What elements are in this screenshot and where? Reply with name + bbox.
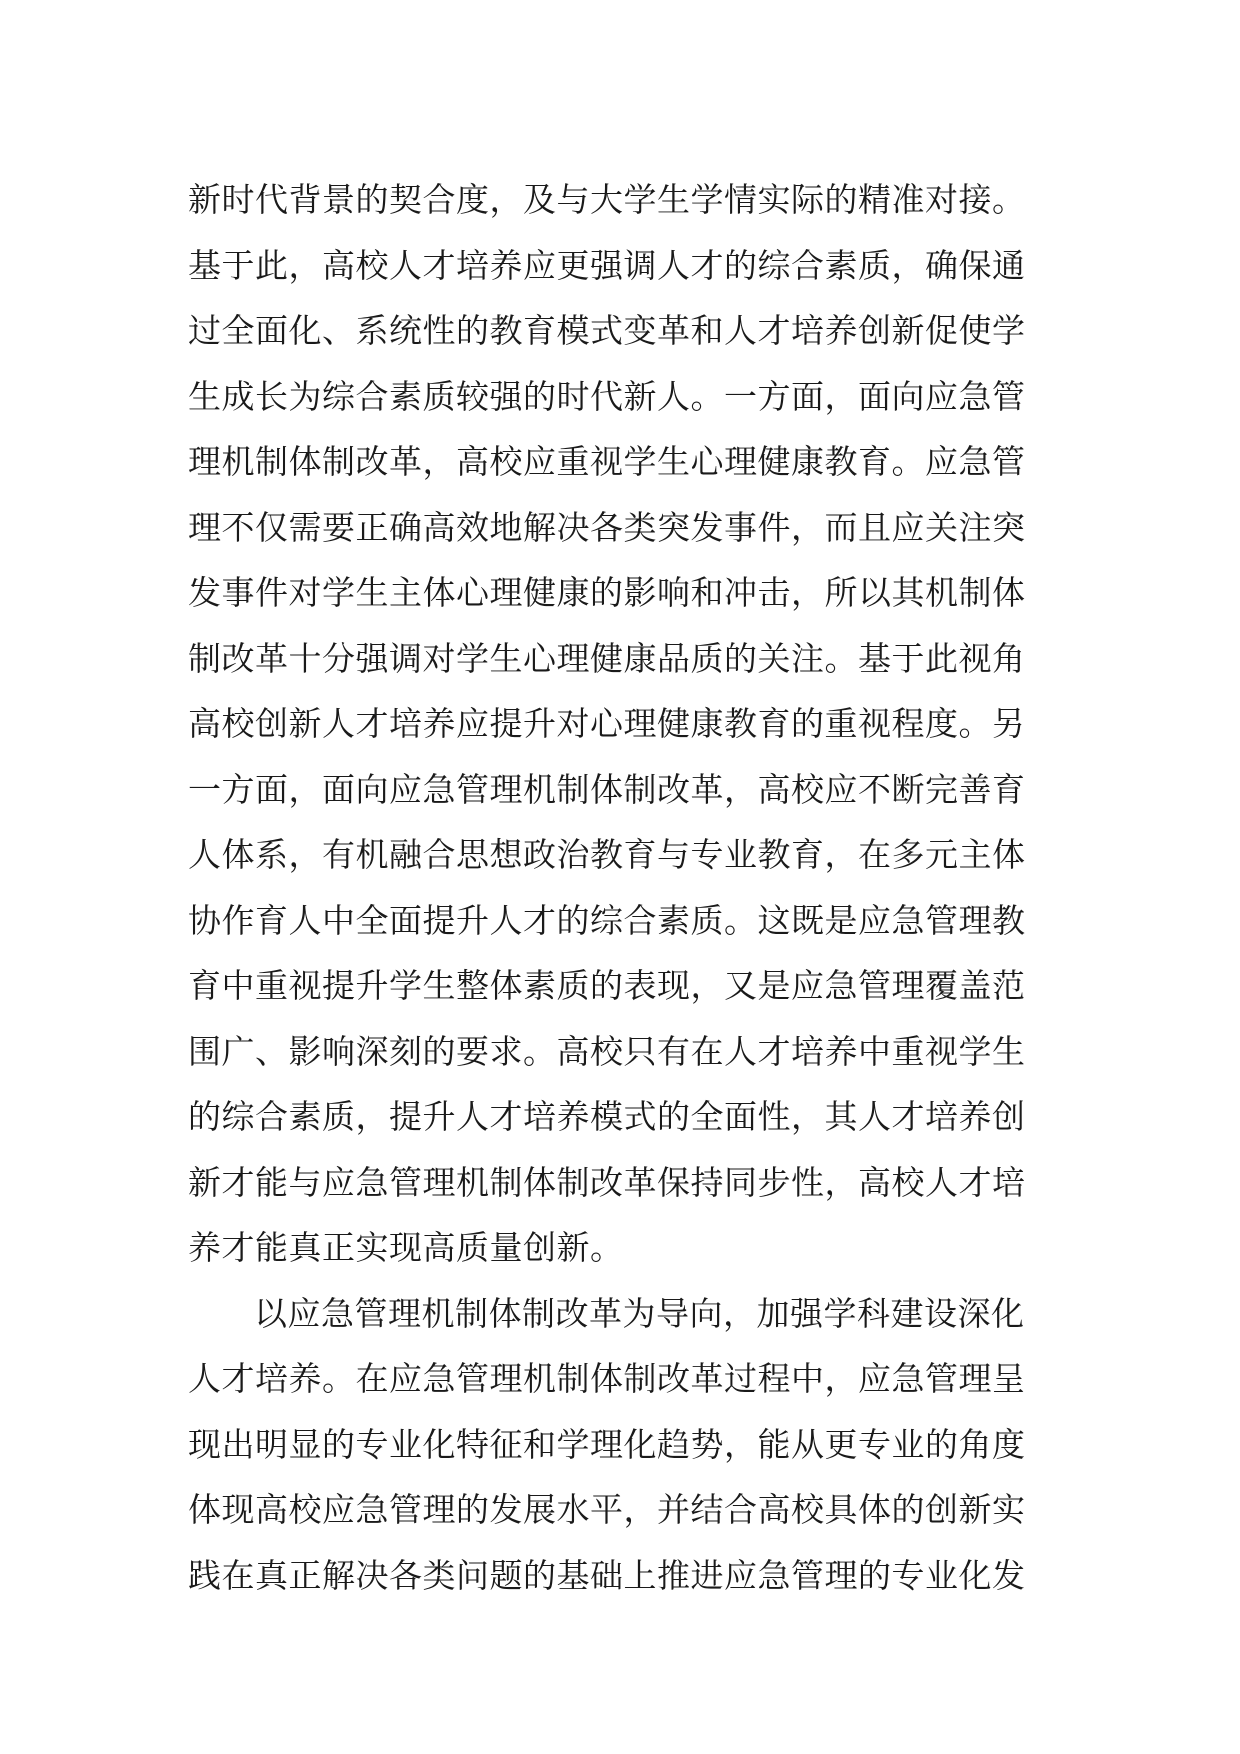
text-line: 高校创新人才培养应提升对心理健康教育的重视程度。另	[188, 704, 1026, 743]
text-line: 一方面，面向应急管理机制体制改革，高校应不断完善育	[188, 769, 1026, 809]
text-line: 过全面化、系统性的教育模式变革和人才培养创新促使学	[188, 311, 1026, 350]
text-line: 生成长为综合素质较强的时代新人。一方面，面向应急管	[188, 376, 1026, 416]
text-line: 理不仅需要正确高效地解决各类突发事件，而且应关注突	[188, 507, 1026, 547]
text-line: 理机制体制改革，高校应重视学生心理健康教育。应急管	[188, 442, 1026, 481]
text-line: 协作育人中全面提升人才的综合素质。这既是应急管理教	[188, 900, 1026, 940]
text-line: 围广、影响深刻的要求。高校只有在人才培养中重视学生	[188, 1031, 1026, 1071]
text-line: 育中重视提升学生整体素质的表现，又是应急管理覆盖范	[188, 966, 1026, 1005]
text-line: 人体系，有机融合思想政治教育与专业教育，在多元主体	[188, 835, 1026, 874]
text-line: 发事件对学生主体心理健康的影响和冲击，所以其机制体	[188, 573, 1026, 612]
text-line: 人才培养。在应急管理机制体制改革过程中，应急管理呈	[188, 1359, 1026, 1398]
text-line: 制改革十分强调对学生心理健康品质的关注。基于此视角	[188, 638, 1026, 678]
body-text	[188, 167, 1068, 1608]
paragraph-first-line: 以应急管理机制体制改革为导向，加强学科建设深化	[254, 1293, 1025, 1333]
text-line: 基于此，高校人才培养应更强调人才的综合素质，确保通	[188, 245, 1026, 285]
text-line: 养才能真正实现高质量创新。	[188, 1228, 624, 1267]
text-line: 新时代背景的契合度，及与大学生学情实际的精准对接。	[188, 180, 1026, 219]
text-line: 现出明显的专业化特征和学理化趋势，能从更专业的角度	[188, 1424, 1026, 1464]
text-line: 践在真正解决各类问题的基础上推进应急管理的专业化发	[188, 1555, 1026, 1595]
text-line: 体现高校应急管理的发展水平，并结合高校具体的创新实	[188, 1490, 1026, 1529]
text-line: 的综合素质，提升人才培养模式的全面性，其人才培养创	[188, 1097, 1026, 1136]
text-line: 新才能与应急管理机制体制改革保持同步性，高校人才培	[188, 1162, 1026, 1202]
